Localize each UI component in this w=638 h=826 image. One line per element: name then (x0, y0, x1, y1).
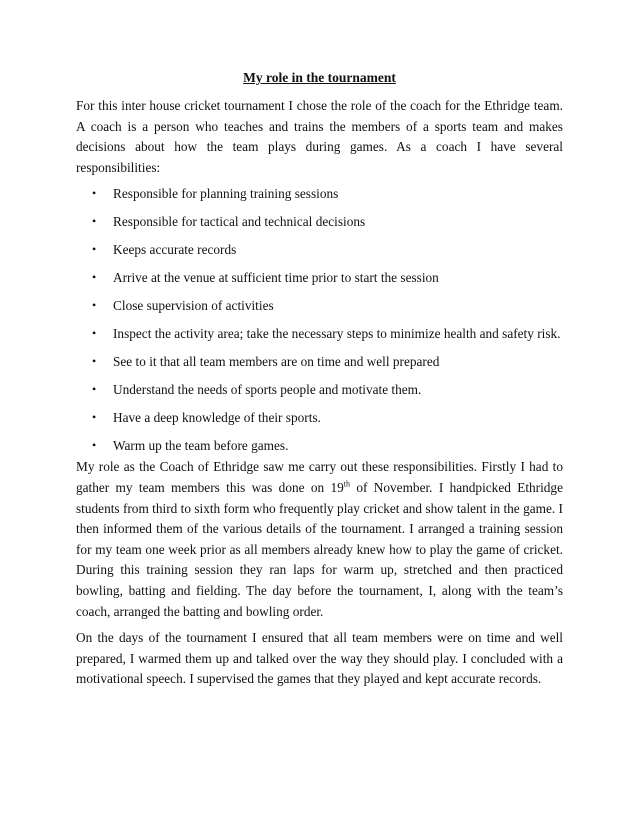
bullet-icon: • (92, 214, 97, 229)
tournament-days-paragraph: On the days of the tournament I ensured that all team members were on time and well prepared, I warmed them up and talked over the way they should play. I concluded with a motivational speech. I supervised the games that they played and kept accurate records. (76, 630, 563, 687)
responsibilities-list (76, 184, 563, 455)
list-item (76, 436, 563, 455)
list-item-text: See to it that all team members are on time and well prepared (113, 354, 440, 370)
list-item (76, 352, 563, 371)
list-item (76, 380, 563, 399)
list-item-text: Inspect the activity area; take the necessary steps to minimize health and safety risk. (113, 326, 561, 342)
list-item-text: Keeps accurate records (113, 242, 237, 258)
list-item (76, 268, 563, 287)
bullet-icon: • (92, 298, 97, 313)
bullet-icon: • (92, 326, 97, 341)
coach-role-text-end: of November. I handpicked Ethridge students from third to sixth form who frequently play cricket and show talent in the game. I then informed them of the various details of the tournament. I arranged a training session for my team one week prior as all members already knew how to play the game of cricket. During this training session they ran laps for warm up, stretched and then practiced bowling, batting and fielding. The day before the tournament, I, along with the team’s coach, arranged the batting and bowling order. (76, 479, 563, 619)
bullet-icon: • (92, 410, 97, 425)
intro-paragraph: For this inter house cricket tournament I chose the role of the coach for the Ethridge team. A coach is a person who teaches and trains the members of a sports team and makes decisions about how the team plays during games. As a coach I have several responsibilities: (76, 98, 563, 175)
bullet-icon: • (92, 382, 97, 397)
list-item-text: Have a deep knowledge of their sports. (113, 410, 321, 426)
coach-role-text-start: My role as the Coach of Ethridge saw me carry out these responsibilities. Firstly I had to gather my team members this was done on 19 (76, 459, 563, 495)
bullet-icon: • (92, 186, 97, 201)
list-item-text: Understand the needs of sports people and motivate them. (113, 382, 422, 398)
list-item (76, 296, 563, 315)
list-item (76, 240, 563, 259)
list-item (76, 212, 563, 231)
document-page (76, 69, 563, 696)
list-item-text: Responsible for planning training sessions (113, 186, 339, 202)
list-item (76, 324, 563, 343)
list-item-text: Arrive at the venue at sufficient time prior to start the session (113, 270, 439, 286)
bullet-icon: • (92, 438, 97, 453)
bullet-icon: • (92, 270, 97, 285)
bullet-icon: • (92, 354, 97, 369)
date-ordinal-suffix: th (343, 479, 351, 489)
list-item-text: Responsible for tactical and technical decisions (113, 214, 366, 230)
list-item-text: Warm up the team before games. (113, 438, 289, 454)
list-item (76, 408, 563, 427)
coach-role-paragraph (76, 457, 563, 622)
list-item (76, 184, 563, 203)
document-title: My role in the tournament (243, 70, 396, 85)
list-item-text: Close supervision of activities (113, 298, 274, 314)
bullet-icon: • (92, 242, 97, 257)
